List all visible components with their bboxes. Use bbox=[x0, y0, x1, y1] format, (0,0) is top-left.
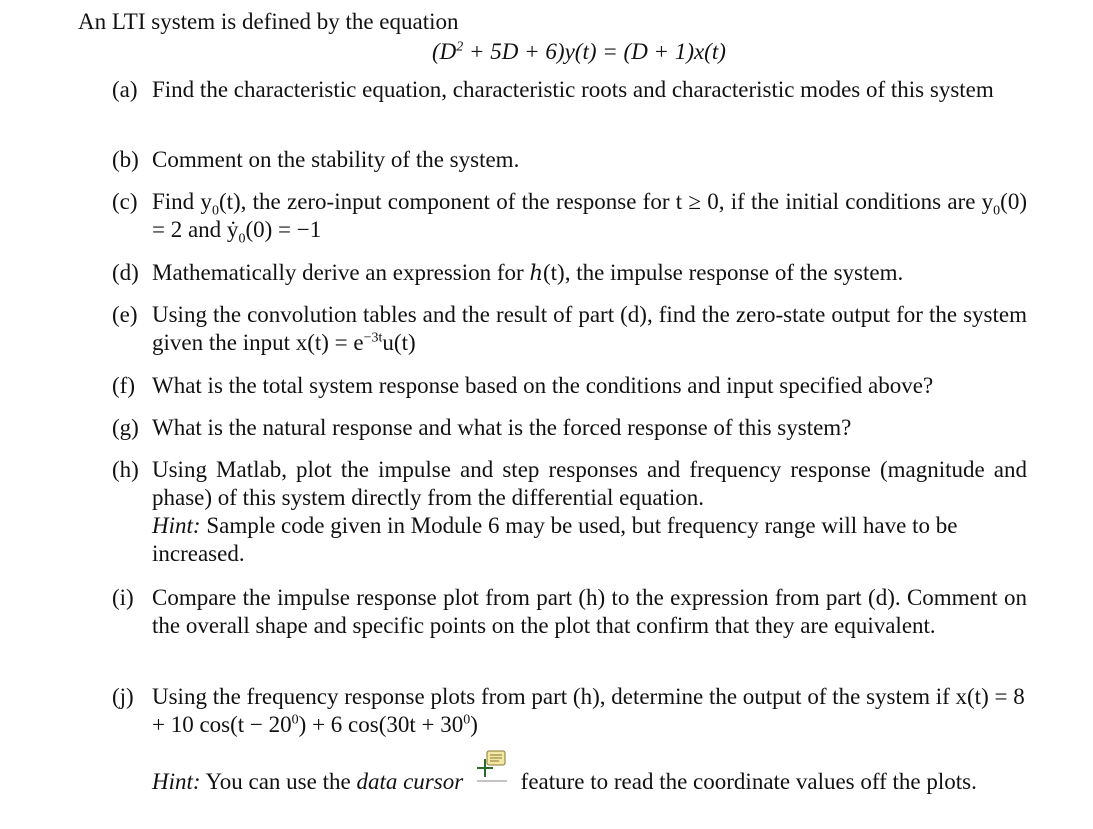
differential-equation: $(D^2 + 5D + 6)y(t) = (D + 1)x(t)$ bbox=[432, 39, 726, 64]
question-f bbox=[112, 372, 1027, 400]
question-text: Using the convolution tables and the result of part (d), find the zero-state output for the system given the input $x(t) = e^{-3t}u(t)$ bbox=[152, 302, 1027, 355]
question-hint: Hint: You can use the data cursor feature to read the coordinate values off the plots. bbox=[152, 759, 1027, 796]
question-label: (c) bbox=[112, 189, 138, 214]
question-a bbox=[112, 76, 1027, 104]
question-text: Using the frequency response plots from part (h), determine the output of the system if x(t) = 8 + 10 $\cos(t - 20^0) + 6$ $\cos(30t + 30^0)$ bbox=[152, 684, 1025, 737]
question-label: (h) bbox=[112, 457, 139, 482]
data-cursor-icon bbox=[475, 749, 509, 783]
question-label: (e) bbox=[112, 302, 138, 327]
question-j bbox=[112, 683, 1027, 796]
question-text: What is the natural response and what is the forced response of this system? bbox=[152, 415, 852, 440]
question-text: Find the characteristic equation, characteristic roots and characteristic modes of this system bbox=[152, 77, 994, 102]
question-label: (i) bbox=[112, 585, 134, 610]
question-text: What is the total system response based on the conditions and input specified above? bbox=[152, 373, 934, 398]
question-c bbox=[112, 188, 1027, 247]
question-text: Find $y_0(t)$, the zero-input component of the response for t ≥ 0, if the initial conditions are $y_0(0) = 2$ and ẏ$_0$(0) = −1 bbox=[152, 189, 1027, 247]
question-text: Compare the impulse response plot from part (h) to the expression from part (d). Comment on the overall shape and specific points on the plot that confirm that they are equivalent. bbox=[152, 585, 1027, 638]
question-text: Mathematically derive an expression for h(t), the impulse response of the system. bbox=[152, 260, 904, 285]
question-label: (j) bbox=[112, 684, 134, 709]
question-d bbox=[112, 259, 1027, 287]
question-text: Using Matlab, plot the impulse and step responses and frequency response (magnitude and phase) of this system directly from the differential equation. bbox=[152, 457, 1027, 510]
question-label: (b) bbox=[112, 147, 139, 172]
question-hint: Hint: Sample code given in Module 6 may be used, but frequency range will have to be increased. bbox=[152, 513, 958, 566]
question-label: (a) bbox=[112, 77, 138, 102]
problem-intro: An LTI system is defined by the equation bbox=[78, 9, 459, 34]
question-text: Comment on the stability of the system. bbox=[152, 147, 520, 172]
question-g bbox=[112, 414, 1027, 442]
question-h bbox=[112, 456, 1027, 568]
question-label: (g) bbox=[112, 415, 139, 440]
question-e bbox=[112, 301, 1027, 357]
question-label: (f) bbox=[112, 373, 135, 398]
question-i bbox=[112, 584, 1027, 640]
question-b bbox=[112, 146, 1027, 174]
question-label: (d) bbox=[112, 260, 139, 285]
